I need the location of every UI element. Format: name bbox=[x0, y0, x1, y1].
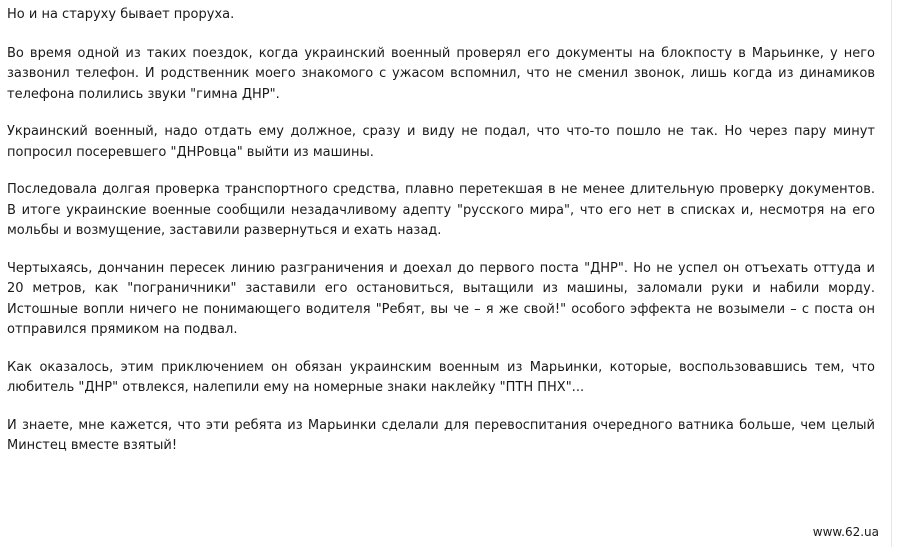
article-paragraph: Украинский военный, надо отдать ему должное, сразу и виду не подал, что что-то пошло не так. Но через пару минут попросил посеревшего "ДНРовца" выйти из машины. bbox=[7, 124, 875, 160]
source-watermark: www.62.ua bbox=[812, 525, 879, 539]
article-paragraph: Но и на старуху бывает проруха. bbox=[7, 7, 235, 22]
article-paragraph: Чертыхаясь, дончанин пересек линию разграничения и доехал до первого поста "ДНР". Но не успел он отъехать оттуда и 20 метров, как "пограничники" заставили его остановиться, вытащили из машины, заломали руки и набили морду. Истошные вопли ничего не понимающего водителя "Ребят, вы че – я же свой!" особого эффекта не возымели – с поста он отправился прямиком на подвал. bbox=[7, 260, 875, 337]
article-paragraph: Во время одной из таких поездок, когда украинский военный проверял его документы на блокпосту в Марьинке, у него зазвонил телефон. И родственник моего знакомого с ужасом вспомнил, что не сменил звонок, лишь когда из динамиков телефона полились звуки "гимна ДНР". bbox=[7, 45, 875, 102]
article-paragraph: Последовала долгая проверка транспортного средства, плавно перетекшая в не менее длительную проверку документов. В итоге украинские военные сообщили незадачливому адепту "русского мира", что его нет в списках и, несмотря на его мольбы и возмущение, заставили развернуться и ехать назад. bbox=[7, 182, 875, 238]
article-paragraph: И знаете, мне кажется, что эти ребята из Марьинки сделали для перевоспитания очередного ватника больше, чем целый Минстец вместе взятый! bbox=[7, 417, 875, 453]
page-edge-divider bbox=[891, 0, 892, 547]
article-body bbox=[7, 5, 875, 474]
article-paragraph: Как оказалось, этим приключением он обязан украинским военным из Марьинки, которые, воспользовавшись тем, что любитель "ДНР" отвлекся, налепили ему на номерные знаки наклейку "ПТН ПНХ"... bbox=[7, 359, 875, 395]
